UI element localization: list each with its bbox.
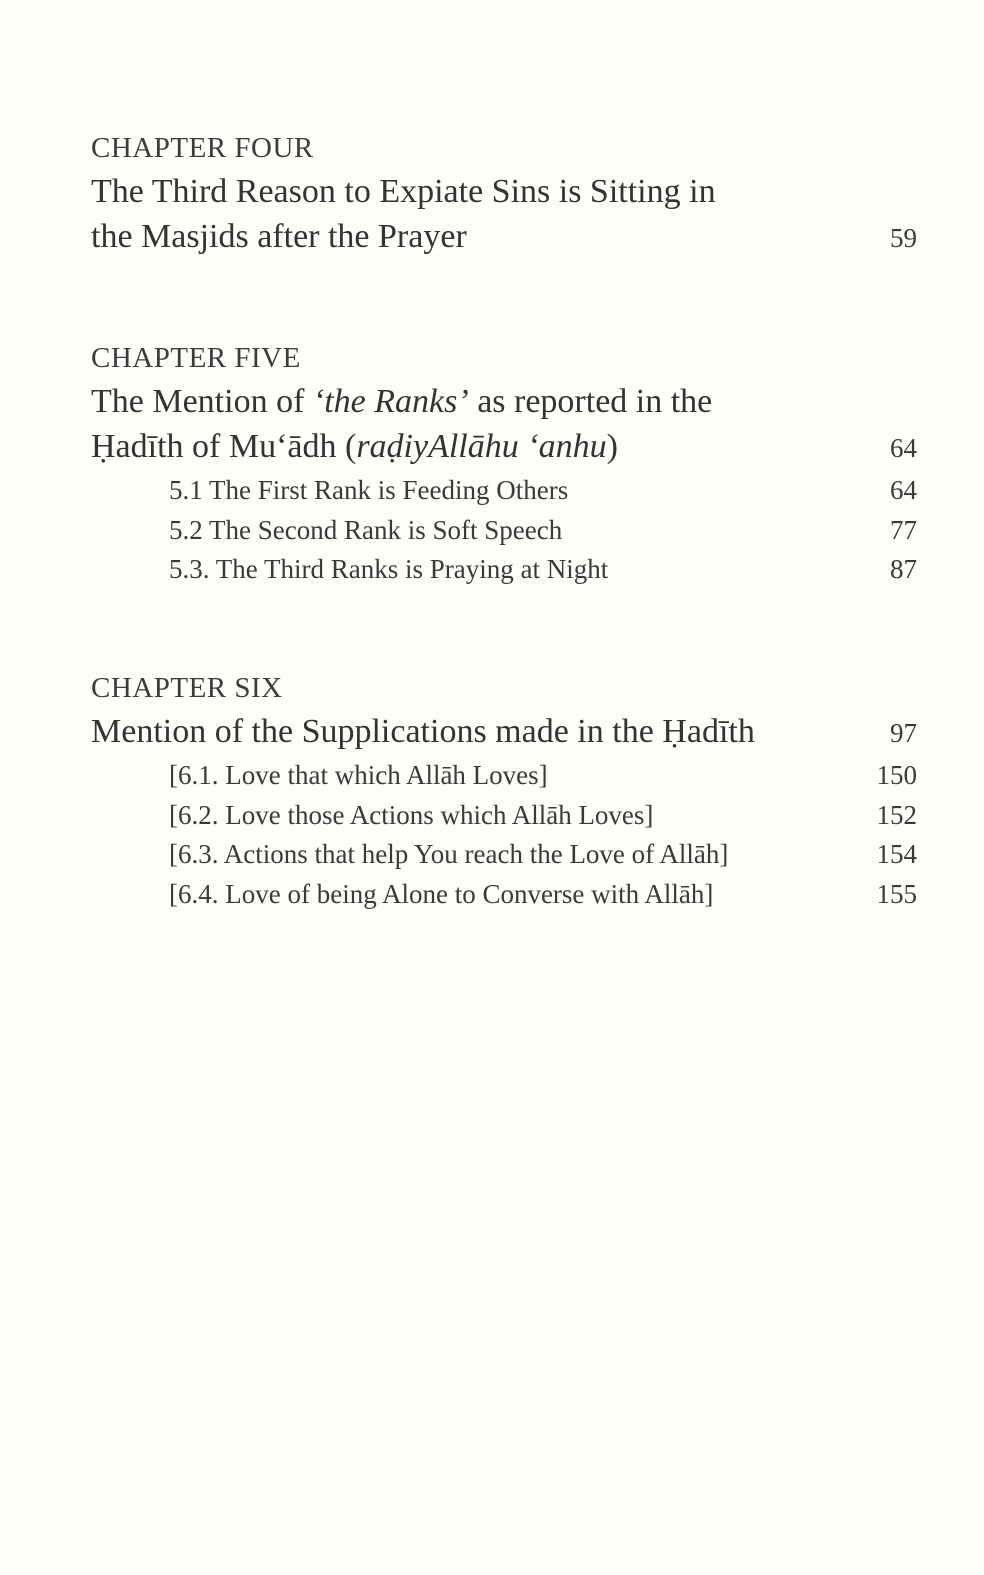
section-page-number: 150 — [876, 760, 917, 790]
section-page-number: 77 — [890, 514, 917, 545]
chapter-five — [91, 341, 917, 590]
section-entry — [91, 875, 917, 915]
chapter-title-line: Mention of the Supplications made in the Ḥadīth — [91, 713, 755, 750]
section-label: 5.2 The Second Rank is Soft Speech — [169, 514, 563, 545]
chapter-title-line: the Masjids after the Prayer — [91, 218, 467, 255]
section-entry — [91, 796, 917, 836]
section-label: [6.3. Actions that help You reach the Love of Allāh] — [169, 839, 729, 869]
italic-term: ‘the Ranks’ — [312, 383, 469, 420]
chapter-label: CHAPTER FOUR — [91, 132, 314, 164]
chapter-four — [91, 131, 917, 261]
section-entry — [91, 550, 917, 590]
chapter-label: CHAPTER SIX — [91, 672, 283, 704]
section-label: [6.2. Love those Actions which Allāh Loves] — [169, 799, 654, 830]
italic-term: raḍiyAllāhu ‘anhu — [356, 428, 607, 465]
section-entry — [91, 835, 917, 875]
chapter-title-line: The Third Reason to Expiate Sins is Sitting in — [91, 173, 716, 210]
chapter-page-number: 97 — [890, 718, 917, 748]
chapter-six — [91, 671, 917, 914]
chapter-page-number: 59 — [890, 223, 917, 253]
section-entry — [91, 471, 917, 511]
section-label: [6.1. Love that which Allāh Loves] — [169, 760, 548, 790]
section-page-number: 64 — [890, 475, 917, 505]
section-page-number: 154 — [876, 839, 917, 869]
section-label: [6.4. Love of being Alone to Converse with Allāh] — [169, 878, 714, 909]
chapter-title — [91, 379, 917, 471]
chapter-title-line: Ḥadīth of Mu‘ādh (raḍiyAllāhu ‘anhu) — [91, 428, 618, 465]
section-entry — [91, 756, 917, 796]
section-page-number: 87 — [890, 554, 917, 584]
section-label: 5.3. The Third Ranks is Praying at Night — [169, 554, 609, 584]
chapter-label: CHAPTER FIVE — [91, 342, 301, 374]
section-list — [91, 756, 917, 914]
section-page-number: 155 — [876, 878, 917, 909]
chapter-title — [91, 709, 917, 756]
chapter-page-number: 64 — [890, 433, 917, 463]
section-entry — [91, 511, 917, 551]
chapter-title — [91, 169, 917, 261]
section-label: 5.1 The First Rank is Feeding Others — [169, 475, 569, 505]
chapter-title-line: The Mention of ‘the Ranks’ as reported in the — [91, 383, 713, 420]
section-page-number: 152 — [876, 799, 917, 830]
section-list — [91, 471, 917, 590]
